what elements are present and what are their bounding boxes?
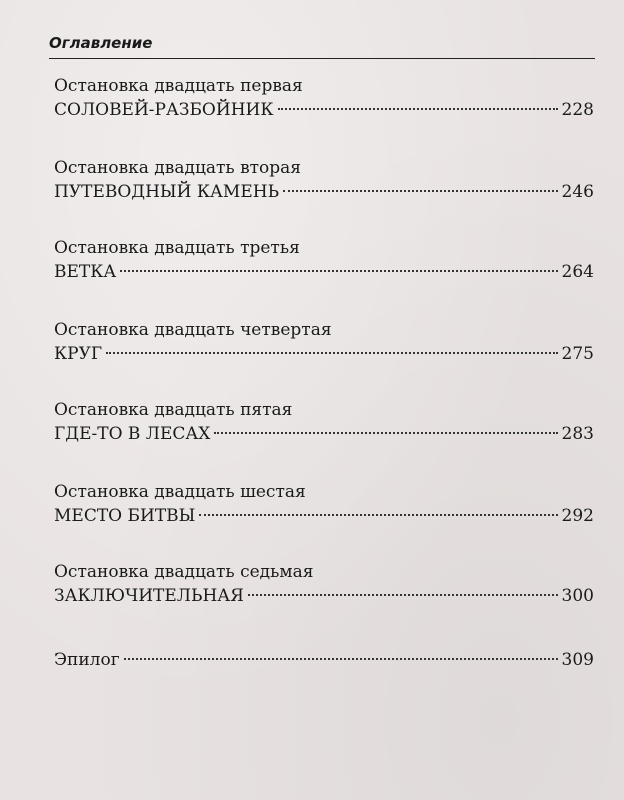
toc-entry-title: ГДЕ-ТО В ЛЕСАХ	[54, 424, 211, 444]
toc-entry	[54, 318, 594, 366]
dot-leader	[120, 270, 557, 272]
header-title: Оглавление	[49, 34, 153, 52]
dot-leader	[283, 190, 558, 192]
dot-leader	[278, 108, 558, 110]
toc-entry-page-number: 292	[561, 506, 594, 526]
toc-entry-subtitle: Остановка двадцать вторая	[54, 158, 302, 178]
dot-leader	[248, 594, 558, 596]
toc-entry-subtitle: Остановка двадцать шестая	[54, 482, 306, 502]
toc-entry-subtitle: Остановка двадцать пятая	[54, 400, 293, 420]
toc-entry-title: КРУГ	[54, 344, 103, 364]
toc-entry	[54, 74, 594, 122]
toc-entry	[54, 560, 594, 608]
toc-entry-line	[54, 260, 594, 284]
toc-entry-line	[54, 180, 594, 204]
toc-entry-subtitle: Остановка двадцать третья	[54, 238, 300, 258]
toc-entry-line	[54, 98, 594, 122]
dot-leader	[124, 658, 558, 660]
dot-leader	[214, 432, 557, 434]
toc-entry-title: МЕСТО БИТВЫ	[54, 506, 196, 526]
toc-entry-line	[54, 648, 594, 672]
toc-entry-page-number: 300	[561, 586, 594, 606]
toc-entry-line	[54, 342, 594, 366]
toc-entry-page-number: 283	[561, 424, 594, 444]
toc-entry-page-number: 275	[561, 344, 594, 364]
dot-leader	[106, 352, 557, 354]
toc-entry-subtitle: Остановка двадцать четвертая	[54, 320, 332, 340]
toc-entry-title: ПУТЕВОДНЫЙ КАМЕНЬ	[54, 182, 280, 202]
toc-entry	[54, 480, 594, 528]
toc-entry-page-number: 246	[561, 182, 594, 202]
toc-entry-page-number: 309	[561, 650, 594, 670]
toc-entry-line	[54, 422, 594, 446]
toc-entry	[54, 398, 594, 446]
toc-entry-title: Эпилог	[54, 650, 120, 670]
toc-entry-subtitle: Остановка двадцать первая	[54, 76, 303, 96]
toc-entry-title: СОЛОВЕЙ-РАЗБОЙНИК	[54, 100, 274, 120]
toc-entry	[54, 156, 594, 204]
dot-leader	[199, 514, 557, 516]
toc-entry-title: ЗАКЛЮЧИТЕЛЬНАЯ	[54, 586, 244, 606]
toc-entry	[54, 236, 594, 284]
toc-entry-title: ВЕТКА	[54, 262, 117, 282]
toc-entry-line	[54, 504, 594, 528]
toc-entry-subtitle: Остановка двадцать седьмая	[54, 562, 314, 582]
page-header	[49, 34, 595, 59]
toc-entry-page-number: 264	[561, 262, 594, 282]
toc-entry-line	[54, 584, 594, 608]
toc-entry-epilogue	[54, 648, 594, 672]
toc-entry-page-number: 228	[561, 100, 594, 120]
